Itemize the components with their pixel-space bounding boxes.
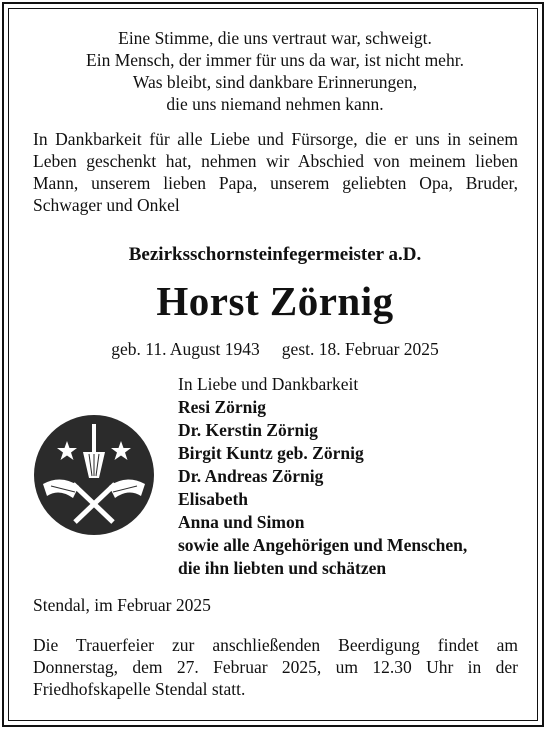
signer: Dr. Kerstin Zörnig xyxy=(178,420,318,440)
poem-line: Eine Stimme, die uns vertraut war, schweigt. xyxy=(118,28,432,48)
signer: die ihn liebten und schätzen xyxy=(178,558,387,578)
birth-date: geb. 11. August 1943 xyxy=(111,339,260,359)
poem-line: Was bleibt, sind dankbare Erinnerungen, xyxy=(132,72,418,92)
funeral-info: Die Trauerfeier zur anschließenden Beerdigung findet am Donnerstag, dem 27. Februar 2025, um 12.30 Uhr in der Friedhofskapelle Stendal statt. xyxy=(33,635,518,699)
signer: Elisabeth xyxy=(178,489,249,509)
signer: sowie alle Angehörigen und Menschen, xyxy=(178,535,468,555)
poem-line: die uns niemand nehmen kann. xyxy=(166,94,384,114)
signer: Anna und Simon xyxy=(178,512,305,532)
signers-intro: In Liebe und Dankbarkeit xyxy=(178,374,359,394)
deceased-name: Horst Zörnig xyxy=(156,278,394,324)
deceased-title: Bezirksschornsteinfegermeister a.D. xyxy=(128,244,422,265)
poem-line: Ein Mensch, der immer für uns da war, ist nicht mehr. xyxy=(86,50,464,70)
signers xyxy=(178,373,467,580)
chimney-sweep-emblem-icon xyxy=(33,414,155,536)
signer: Birgit Kuntz geb. Zörnig xyxy=(178,443,364,463)
death-date: gest. 18. Februar 2025 xyxy=(281,339,439,359)
intro-text: In Dankbarkeit für alle Liebe und Fürsorge, die er uns in seinem Leben geschenkt hat, nehmen wir Abschied von meinem lieben Mann, unserem lieben Papa, unserem geliebten Opa, Bruder, Schwager und Onkel xyxy=(33,129,518,215)
place-date: Stendal, im Februar 2025 xyxy=(33,595,211,615)
signer: Resi Zörnig xyxy=(178,397,266,417)
signer: Dr. Andreas Zörnig xyxy=(178,466,324,486)
life-dates xyxy=(0,339,550,360)
poem xyxy=(0,27,550,115)
